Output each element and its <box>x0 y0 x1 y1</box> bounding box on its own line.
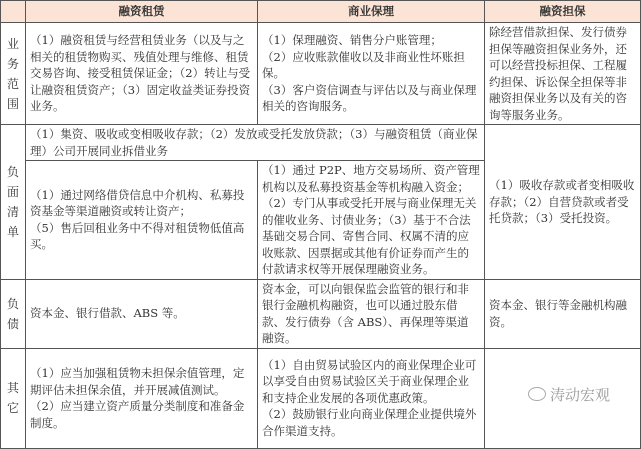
row-label-negative: 负面清单 <box>1 125 26 280</box>
negative-leasing-item: （5）售后回租业务中不得对租赁物低值高买。 <box>30 220 245 252</box>
header-factoring: 商业保理 <box>258 1 485 23</box>
negative-guarantee: （1）吸收存款或者变相吸收存款；（2）自营贷款或者受托贷款；（3）受托投资。 <box>485 125 641 280</box>
scope-factoring-item: （3）客户资信调查与评估以及与商业保理相关的咨询服务。 <box>262 82 477 114</box>
liability-factoring: 资本金，可以向银保监会监管的银行和非银行金融机构融资，也可以通过股东借款、发行债券（含 ABS）、再保理等渠道融资。 <box>258 279 485 348</box>
watermark <box>528 384 610 405</box>
other-factoring-item: （1）自由贸易试验区内的商业保理企业可以享受自由贸易试验区关于商业保理企业和支持企业发展的各项优惠政策。 <box>262 357 477 405</box>
negative-factoring <box>258 161 485 280</box>
scope-factoring-item: （1）保理融资、销售分户账管理； <box>262 33 442 48</box>
negative-factoring-item: （1）通过 P2P、地方交易场所、资产管理机构以及私募投资基金等机构融入资金； <box>262 163 480 194</box>
scope-factoring-item: （2）应收账款催收以及非商业性坏账担保。 <box>262 49 465 81</box>
row-negative-shared <box>1 125 641 161</box>
header-row <box>1 1 641 23</box>
negative-leasing <box>26 161 258 280</box>
header-guarantee: 融资担保 <box>485 1 641 23</box>
header-leasing: 融资租赁 <box>26 1 258 23</box>
scope-guarantee: 除经营借款担保、发行债券担保等融资担保业务外，还可以经营投标担保、工程履约担保、诉讼保全担保等非融资担保业务以及有关的咨询等服务业务。 <box>485 23 641 125</box>
row-liability <box>1 279 641 348</box>
other-leasing-item: （1）应当加强租赁物未担保余值管理，定期评估未担保余值，并开展减值测试。 <box>30 366 245 397</box>
negative-shared: （1）集资、吸收或变相吸收存款；（2）发放或受托发放贷款；（3）与融资租赁（商业保理）公司开展同业拆借业务 <box>26 125 485 161</box>
wechat-icon <box>528 387 546 401</box>
negative-leasing-item: （1）通过网络借贷信息中介机构、私募投资基金等渠道融资或转让资产； <box>30 187 245 219</box>
other-factoring <box>258 348 485 448</box>
watermark-text: 涛动宏观 <box>550 386 611 404</box>
row-label-other: 其它 <box>1 348 26 448</box>
other-leasing-item: （2）应当建立资产质量分类制度和准备金制度。 <box>30 399 245 430</box>
scope-factoring <box>258 23 485 125</box>
other-leasing <box>26 348 258 448</box>
header-empty <box>1 1 26 23</box>
scope-leasing: （1）融资租赁与经营租赁业务（以及与之相关的租赁物购买、残值处理与维修、租赁交易咨询、接受租赁保证金；（2）转让与受让融资租赁资产；（3）固定收益类证券投资业务。 <box>26 23 258 125</box>
row-label-liability: 负债 <box>1 279 26 348</box>
liability-leasing: 资本金、银行借款、ABS 等。 <box>26 279 258 348</box>
liability-guarantee: 资本金、银行等金融机构融资。 <box>485 279 641 348</box>
negative-factoring-item: （2）专门从事或受托开展与商业保理无关的催收业务、讨债业务；（3）基于不合法基础交易合同、寄售合同、权属不清的应收账款、因票据或其他有价证券而产生的付款请求权等开展保理融资业务。 <box>262 196 477 276</box>
row-scope <box>1 23 641 125</box>
other-factoring-item: （2）鼓励银行业向商业保理企业提供境外合作渠道支持。 <box>262 407 477 438</box>
row-label-scope: 业务范围 <box>1 23 26 125</box>
